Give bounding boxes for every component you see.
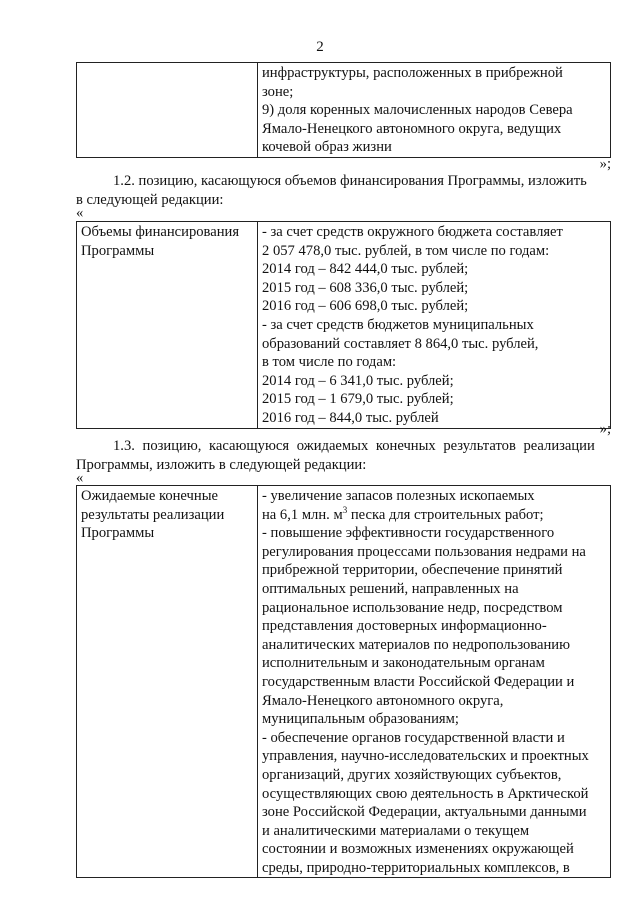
table1-line: кочевой образ жизни	[262, 139, 392, 156]
table3-line: Ямало-Ненецкого автономного округа,	[262, 692, 504, 709]
table1-line: зоне;	[262, 83, 294, 100]
paragraph-1-2-line1: 1.2. позицию, касающуюся объемов финансирования Программы, изложить	[113, 173, 587, 189]
table3-left-line: Программы	[81, 525, 155, 542]
paragraph-1-3	[76, 437, 611, 474]
table2-right-cell	[258, 222, 611, 429]
table2-line: 2015 год – 1 679,0 тыс. рублей;	[262, 391, 454, 408]
table3-line: зоне Российской Федерации, актуальными данными	[262, 804, 587, 821]
table3-line: - повышение эффективности государственного	[262, 525, 555, 542]
paragraph-1-2	[76, 172, 611, 209]
closing-quote-1: »;	[599, 156, 611, 172]
table3-left-cell	[77, 486, 258, 878]
table3-left-line: результаты реализации	[81, 506, 225, 523]
table2-left-line: Программы	[81, 242, 155, 259]
table2-left-line: Объемы финансирования	[81, 224, 240, 240]
table2-line: 2014 год – 6 341,0 тыс. рублей;	[262, 372, 454, 389]
table3-line: прибрежной территории, обеспечение принятий	[262, 562, 563, 579]
table3-volume-text: на 6,1 млн. м	[262, 506, 343, 523]
table3-line: оптимальных решений, направленных на	[262, 580, 519, 597]
table3-line: рациональное использование недр, посредством	[262, 599, 563, 616]
table2-line: 2016 год – 606 698,0 тыс. рублей;	[262, 298, 469, 315]
table3-line: и аналитическими материалами о текущем	[262, 822, 530, 839]
cubic-superscript: 3	[342, 504, 348, 515]
table3-line: управления, научно-исследовательских и проектных	[262, 748, 589, 765]
table3-line: государственным власти Российской Федерации и	[262, 673, 575, 690]
table3-left-line: Ожидаемые конечные	[81, 488, 218, 504]
table2-line: 2016 год – 844,0 тыс. рублей	[262, 409, 439, 426]
table1-left-cell	[77, 63, 258, 158]
table3-line: представления достоверных информационно-	[262, 618, 547, 635]
paragraph-1-2-line2: в следующей редакции:	[76, 191, 224, 208]
paragraph-1-3-line1: 1.3. позицию, касающуюся ожидаемых конечных результатов реализации	[113, 438, 595, 454]
table2-line: 2014 год – 842 444,0 тыс. рублей;	[262, 261, 469, 278]
table1-line: инфраструктуры, расположенных в прибрежной	[262, 65, 563, 81]
table3-line: среды, природно-территориальных комплексов, в	[262, 859, 570, 876]
table-expected-results	[76, 485, 611, 878]
table3-line: регулирования процессами пользования недрами на	[262, 543, 586, 560]
table3-line: муниципальным образованиям;	[262, 711, 459, 728]
table2-line: - за счет средств бюджетов муниципальных	[262, 316, 534, 333]
table3-line: - обеспечение органов государственной власти и	[262, 729, 565, 746]
page-number: 2	[316, 39, 324, 55]
table3-line: исполнительным и законодательным органам	[262, 655, 545, 672]
opening-quote-2: «	[76, 205, 84, 221]
closing-quote-2: »;	[599, 421, 611, 437]
opening-quote-3: «	[76, 470, 84, 486]
table-indicators-continued	[76, 62, 611, 158]
table-financing	[76, 221, 611, 429]
table3-line: состоянии и возможных изменениях окружающей	[262, 841, 574, 858]
table2-line: в том числе по годам:	[262, 354, 397, 371]
table1-line: Ямало-Ненецкого автономного округа, ведущих	[262, 120, 562, 137]
table3-line: осуществляющих свою деятельность в Арктической	[262, 785, 589, 802]
table3-volume-rest: песка для строительных работ;	[347, 506, 544, 523]
table3-line: - увеличение запасов полезных ископаемых	[262, 488, 535, 504]
table3-right-cell	[258, 486, 611, 878]
table2-line: 2 057 478,0 тыс. рублей, в том числе по годам:	[262, 242, 550, 259]
paragraph-1-3-line2: Программы, изложить в следующей редакции:	[76, 456, 367, 473]
table3-line-with-superscript	[262, 506, 606, 525]
table3-line: аналитических материалов по недропользованию	[262, 636, 570, 653]
table2-line: - за счет средств окружного бюджета составляет	[262, 224, 563, 240]
table2-line: 2015 год – 608 336,0 тыс. рублей;	[262, 279, 469, 296]
table3-line: организаций, других хозяйствующих субъектов,	[262, 766, 562, 783]
table1-line: 9) доля коренных малочисленных народов Севера	[262, 102, 573, 119]
table2-left-cell	[77, 222, 258, 429]
table1-right-cell	[258, 63, 611, 158]
table2-line: образований составляет 8 864,0 тыс. рублей,	[262, 335, 539, 352]
